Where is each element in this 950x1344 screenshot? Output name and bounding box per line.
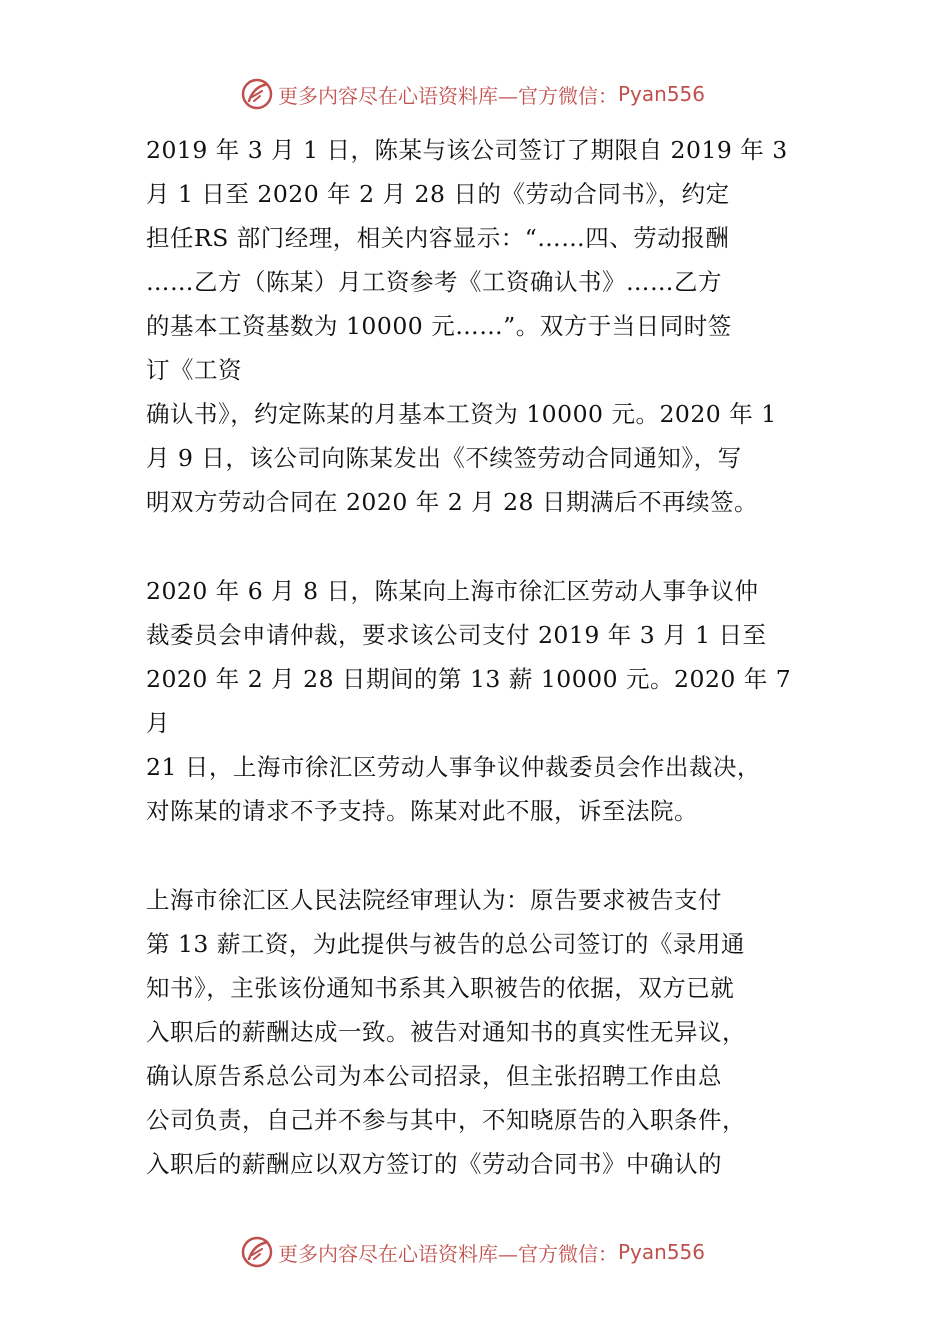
text-line: 公司负责，自己并不参与其中，不知晓原告的入职条件， xyxy=(146,1106,746,1134)
watermark-wechat-id: Pyan556 xyxy=(618,82,706,106)
paragraph-1 xyxy=(146,128,846,524)
text-line: 担任RS 部门经理，相关内容显示：“……四、劳动报酬 xyxy=(146,224,730,252)
text-line: 确认书》，约定陈某的月基本工资为 10000 元。2020 年 1 xyxy=(146,400,777,428)
text-line: 21 日，上海市徐汇区劳动人事争议仲裁委员会作出裁决， xyxy=(146,753,761,781)
text-line: 2020 年 2 月 28 日期间的第 13 薪 10000 元。2020 年 7 xyxy=(146,665,792,693)
text-line: 上海市徐汇区人民法院经审理认为：原告要求被告支付 xyxy=(146,886,722,914)
text-line: 月 xyxy=(146,709,170,737)
paragraph-2 xyxy=(146,569,846,833)
text-line: 的基本工资基数为 10000 元……”。双方于当日同时签 xyxy=(146,312,732,340)
watermark-text: 更多内容尽在心语资料库—官方微信： xyxy=(278,1241,618,1266)
text-line: 确认原告系总公司为本公司招录，但主张招聘工作由总 xyxy=(146,1062,722,1090)
paragraph-3 xyxy=(146,878,846,1186)
text-line: 入职后的薪酬应以双方签订的《劳动合同书》中确认的 xyxy=(146,1150,722,1178)
text-line: 2020 年 6 月 8 日，陈某向上海市徐汇区劳动人事争议仲 xyxy=(146,577,759,605)
text-line: 入职后的薪酬达成一致。被告对通知书的真实性无异议， xyxy=(146,1018,746,1046)
text-line: 明双方劳动合同在 2020 年 2 月 28 日期满后不再续签。 xyxy=(146,488,758,516)
text-line: 2019 年 3 月 1 日，陈某与该公司签订了期限自 2019 年 3 xyxy=(146,136,788,164)
footer-watermark xyxy=(240,1232,705,1272)
watermark-logo-icon xyxy=(240,1235,274,1269)
text-line: 订《工资 xyxy=(146,356,242,384)
watermark-wechat-id: Pyan556 xyxy=(618,1240,706,1264)
text-line: ……乙方（陈某）月工资参考《工资确认书》……乙方 xyxy=(146,268,722,296)
text-line: 对陈某的请求不予支持。陈某对此不服，诉至法院。 xyxy=(146,797,698,825)
text-line: 裁委员会申请仲裁，要求该公司支付 2019 年 3 月 1 日至 xyxy=(146,621,767,649)
text-line: 月 1 日至 2020 年 2 月 28 日的《劳动合同书》，约定 xyxy=(146,180,730,208)
paragraph-gap xyxy=(146,833,846,878)
text-line: 第 13 薪工资，为此提供与被告的总公司签订的《录用通 xyxy=(146,930,745,958)
text-line: 月 9 日，该公司向陈某发出《不续签劳动合同通知》，写 xyxy=(146,444,742,472)
watermark-text: 更多内容尽在心语资料库—官方微信： xyxy=(278,83,618,108)
watermark-logo-icon xyxy=(240,77,274,111)
document-body xyxy=(146,128,846,1186)
header-watermark xyxy=(240,74,705,114)
text-line: 知书》，主张该份通知书系其入职被告的依据，双方已就 xyxy=(146,974,735,1002)
paragraph-gap xyxy=(146,524,846,569)
